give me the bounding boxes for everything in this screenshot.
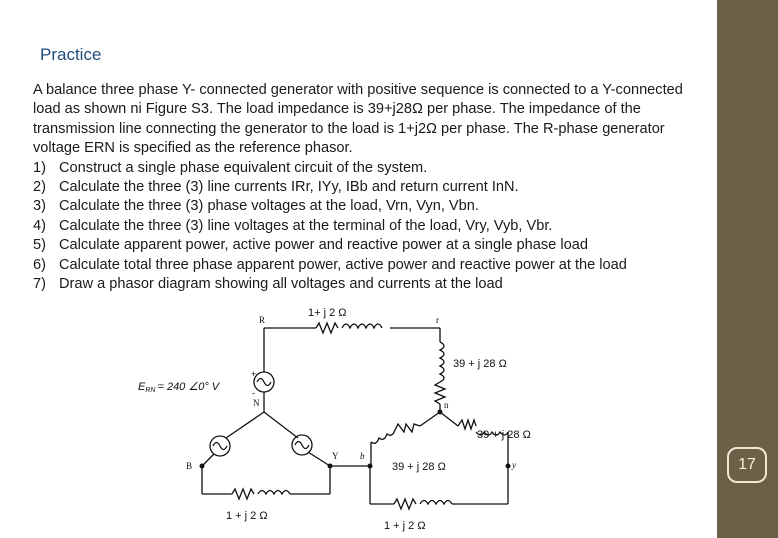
sine-icon [257,379,271,386]
page-number-badge: 17 [727,447,767,483]
node-label-Y: Y [332,451,339,461]
problem-text [33,81,713,294]
node-label-y: y [512,460,516,470]
line-impedance-top-label: 1+ j 2 Ω [308,307,347,319]
load-impedance-mid-label: 39 + j 28 Ω [392,461,446,473]
plus-sign: + [251,369,257,379]
resistor-bottom [394,499,416,509]
node-label-n: n [444,400,449,410]
resistor-top [316,323,338,333]
node-b-dot [368,464,373,469]
task-item: 7) Draw a phasor diagram showing all voltages and currents at the load [33,276,503,293]
task-item: 3) Calculate the three (3) phase voltages at the load, Vrn, Vyn, Vbn. [33,198,479,215]
node-B-dot [200,464,205,469]
node-Y-dot [328,464,333,469]
sine-icon [213,443,227,450]
node-label-B: B [186,461,193,471]
sine-icon [295,442,309,449]
task-item: 4) Calculate the three (3) line voltages at the terminal of the load, Vry, Vyb, Vbr. [33,217,553,234]
inductor-load-b [371,430,395,443]
wire [440,412,458,426]
node-label-N: N [253,398,260,408]
resistor-load-y [458,420,476,429]
wire [202,454,214,466]
task-list [33,159,713,295]
inductor-bottom [420,501,452,505]
wire [420,412,440,426]
node-y-dot [506,464,511,469]
problem-intro: A balance three phase Y- connected generator with positive sequence is connected to a Y-connected load as shown ni Figure S3. The load impedance is 39+j28Ω per phase. The impedance of the transmission line connecting the generator to the load is 1+j2Ω per phase. The R-phase generator voltage ERN is specified as the reference phasor. [33,82,683,157]
wire [226,412,264,438]
load-impedance-top-label: 39 + j 28 Ω [453,358,507,370]
minus-sign: - [252,388,255,398]
task-item: 5) Calculate apparent power, active power and reactive power at a single phase load [33,237,588,254]
wire [308,452,330,466]
source-voltage-label: ERN = 240 ∠0° V [138,381,220,394]
circuit-diagram [130,304,570,534]
inductor-left [258,491,290,495]
node-label-r: r [436,315,439,325]
node-label-b: b [360,451,365,461]
wire [264,412,298,438]
inductor-load-r [440,342,444,382]
line-impedance-bottom-label: 1 + j 2 Ω [384,520,426,532]
load-impedance-right-label: 39 + j 28 Ω [477,429,531,441]
task-item: 6) Calculate total three phase apparent power, active power and reactive power at the load [33,256,627,273]
node-label-R: R [259,315,266,325]
task-item: 1) Construct a single phase equivalent circuit of the system. [33,159,428,176]
node-n-dot [438,410,443,415]
slide-title: Practice [40,45,102,64]
line-impedance-left-label: 1 + j 2 Ω [226,510,268,522]
resistor-load-b [395,424,420,432]
task-item: 2) Calculate the three (3) line currents IRr, IYy, IBb and return current InN. [33,179,519,196]
resistor-left [232,489,254,499]
inductor-top [342,324,382,328]
